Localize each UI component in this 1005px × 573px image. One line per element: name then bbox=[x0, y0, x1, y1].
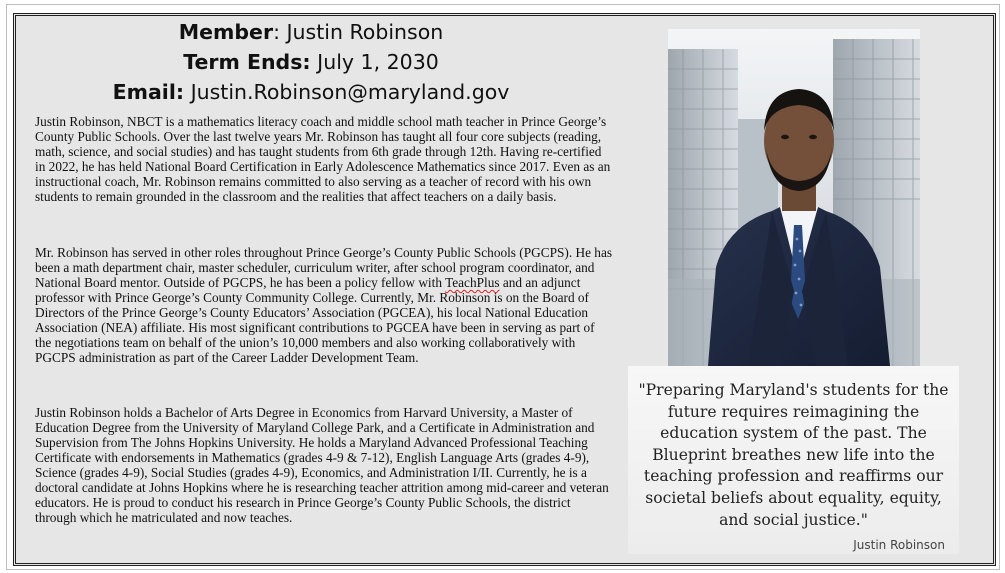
bio-paragraph-3: Justin Robinson holds a Bachelor of Arts Degree in Economics from Harvard University, a Master of Education Degree from the University of Maryland College Park, and a Certificate in Administration and Supervision from The Johns Hopkins University. He holds a Maryland Advanced Professional Teaching Certificate with endorsements in Mathematics (grades 4-9 & 7-12), English Language Arts (grades 4-9), Science (grades 4-9), Social Studies (grades 4-9), Economics, and Administration I/II. Currently, he is a doctoral candidate at Johns Hopkins where he is researching teacher attrition among mid-career and veteran educators. He is proud to conduct his research in Prince George’s County Public Schools, the district through which he matriculated and now teaches. bbox=[35, 405, 609, 525]
email-line bbox=[20, 80, 602, 104]
term-label: Term Ends: bbox=[183, 50, 311, 74]
email-label: Email: bbox=[112, 80, 185, 104]
member-line bbox=[20, 20, 602, 44]
spellcheck-flagged-word: TeachPlus bbox=[445, 275, 500, 290]
bio-paragraph-1: Justin Robinson, NBCT is a mathematics literacy coach and middle school math teacher in Prince George’s County Public Schools. Over the last twelve years Mr. Robinson has taught all four core subjects (reading, math, science, and social studies) and has taught students from 6th grade through 12th. Having re-certified in 2022, he has held National Board Certification in Early Adolescence Mathematics since 2017. Even as an instructional coach, Mr. Robinson remains committed to also serving as a teacher of record with his own students to remain grounded in the classroom and the realities that affect teachers on a daily basis. bbox=[35, 114, 611, 204]
member-separator: : bbox=[273, 20, 287, 44]
member-label: Member bbox=[178, 20, 274, 44]
bio-paragraph-2 bbox=[35, 245, 613, 365]
term-line bbox=[20, 50, 602, 74]
bio-p2-text-end: and an adjunct professor with Prince George’s County Community College. Currently, Mr. Robinson is on the Board of Directors of the Prince George’s County Educators’ Association (PGCEA), his local National Education Association (NEA) affiliate. His most significant contributions to PGCEA have been in serving as part of the negotiations team on behalf of the union’s 10,000 members and also working collaboratively with PGCPS administration as part of the Career Ladder Development Team. bbox=[35, 275, 595, 365]
quote-text: "Preparing Maryland's students for the future requires reimagining the education system of the past. The Blueprint breathes new life into the teaching profession and reaffirms our societal beliefs about equality, equity, and social justice." bbox=[638, 381, 949, 529]
quote-card bbox=[628, 366, 959, 554]
email-value: Justin.Robinson@maryland.gov bbox=[190, 80, 510, 104]
quote-attribution: Justin Robinson bbox=[853, 538, 945, 552]
term-value: July 1, 2030 bbox=[317, 50, 439, 74]
portrait-photo bbox=[668, 29, 920, 366]
member-name: Justin Robinson bbox=[286, 20, 444, 44]
bio-p2-text-start: Mr. Robinson has served in other roles throughout Prince George’s County Public Schools (PGCPS). He has been a math department chair, master scheduler, curriculum writer, after school program coordinator, and National Board mentor. Outside of PGCPS, he has been a policy fellow with bbox=[35, 245, 613, 290]
portrait-illustration bbox=[668, 29, 920, 366]
